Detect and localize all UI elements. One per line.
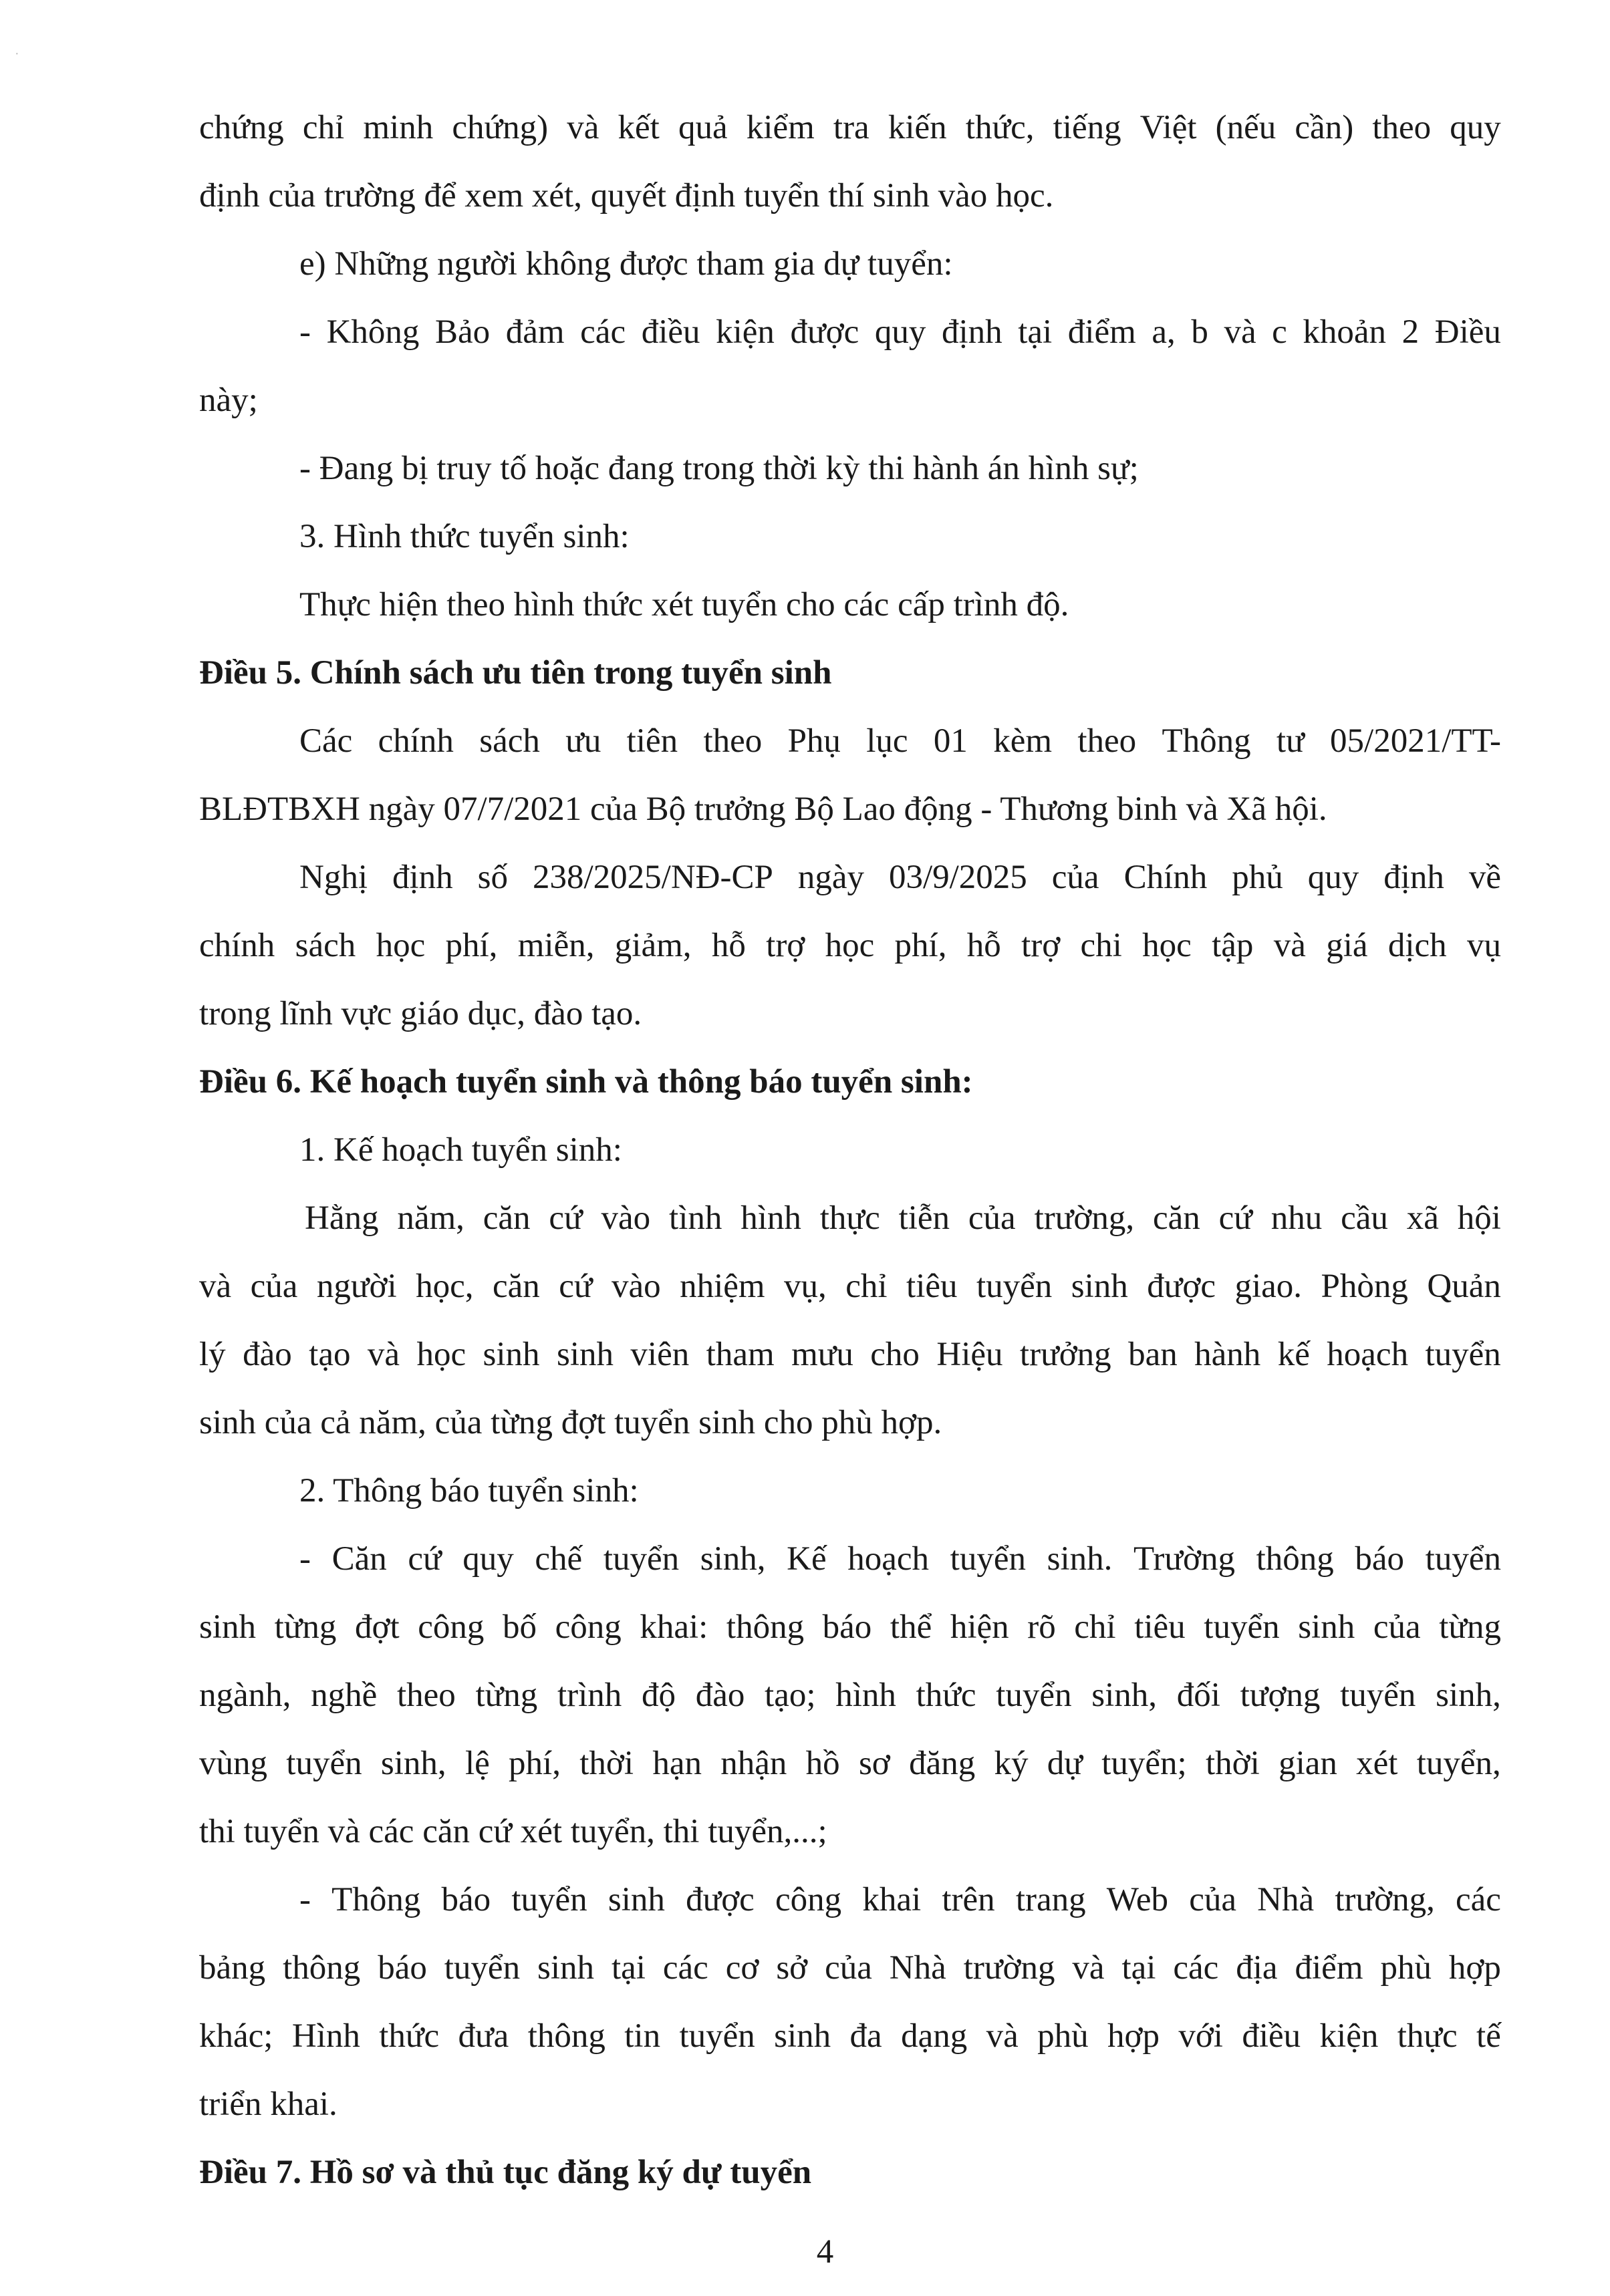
word: sinh, [700, 1540, 766, 1578]
word: thể [890, 1608, 932, 1646]
word: năm, [397, 1199, 464, 1237]
word: giá [1326, 927, 1368, 964]
word: Nghị [299, 859, 368, 896]
word: trên [942, 1881, 995, 1918]
word: khoản [1303, 313, 1387, 351]
word: chỉ [845, 1268, 888, 1305]
word: học [416, 1336, 466, 1373]
word: b [1191, 313, 1208, 351]
word: từng [475, 1677, 538, 1714]
word: học [376, 927, 426, 964]
paragraph-line: e) Những người không được tham gia dự tuyển: [299, 245, 953, 283]
word: từng [274, 1608, 337, 1646]
word: Hằng [305, 1199, 379, 1237]
word: của [968, 1199, 1016, 1237]
word: Các [299, 722, 353, 760]
word: về [1468, 859, 1501, 896]
word: học [1142, 927, 1192, 964]
word: theo [396, 1677, 456, 1714]
paragraph-line: định của trường để xem xét, quyết định tuyển thí sinh vào học. [199, 177, 1054, 214]
paragraph-line [199, 94, 1501, 162]
word: vụ [1466, 927, 1501, 964]
word: thông [527, 2017, 606, 2055]
word: tiễn [898, 1199, 950, 1237]
word: giảm, [614, 927, 692, 964]
word: người [316, 1268, 397, 1305]
word: các [1173, 1949, 1219, 1987]
word: thực [1397, 2017, 1458, 2055]
word: Điều [1434, 313, 1501, 351]
word: vào [601, 1199, 651, 1237]
section-heading: Điều 7. Hồ sơ và thủ tục đăng ký dự tuyển [199, 2154, 812, 2191]
word: tuyển [996, 1677, 1072, 1714]
word: sinh [199, 1608, 257, 1646]
word: đợt [355, 1608, 400, 1646]
word: hình [835, 1677, 896, 1714]
word: nhiệm [680, 1268, 765, 1305]
word: tại [1018, 313, 1053, 351]
word: hồ [805, 1745, 840, 1782]
paragraph-line: sinh của cả năm, của từng đợt tuyển sinh cho phù hợp. [199, 1404, 942, 1441]
word: hạn [652, 1745, 702, 1782]
word: chứng [199, 109, 284, 146]
paragraph-line: này; [199, 382, 258, 419]
word: thức, [965, 109, 1035, 146]
word: ký [994, 1745, 1029, 1782]
word: - [299, 1540, 311, 1578]
word: sinh [556, 1336, 614, 1373]
word: đào [695, 1677, 745, 1714]
word: tuyển; [1101, 1745, 1187, 1782]
word: quy [1307, 859, 1359, 896]
word: kiện [716, 313, 775, 351]
word: - [299, 313, 311, 351]
word: cần) [1295, 109, 1354, 146]
word: học, [416, 1268, 474, 1305]
word: trợ [766, 927, 805, 964]
word: phí, [509, 1745, 561, 1782]
word: trường [963, 1949, 1055, 1987]
section-heading: Điều 6. Kế hoạch tuyển sinh và thông báo tuyển sinh: [199, 1063, 973, 1101]
word: nghề [311, 1677, 378, 1714]
word: lục [866, 722, 908, 760]
word: học [825, 927, 875, 964]
word: được [686, 1881, 755, 1918]
word: báo [1355, 1540, 1405, 1578]
word: đảm [505, 313, 565, 351]
paragraph-line [199, 843, 1501, 911]
word: Nhà [889, 1949, 946, 1987]
section-heading: Điều 5. Chính sách ưu tiên trong tuyển sinh [199, 654, 832, 692]
paragraph-line [199, 1729, 1501, 1798]
word: kiện [1319, 2017, 1379, 2055]
word: Chính [1123, 859, 1208, 896]
paragraph-line [199, 1252, 1501, 1320]
word: căn [483, 1199, 531, 1237]
word: đào [243, 1336, 292, 1373]
word: chỉ [1074, 1608, 1116, 1646]
word: rõ [1027, 1608, 1056, 1646]
paragraph-line: 2. Thông báo tuyển sinh: [299, 1472, 639, 1510]
word: khác; [199, 2017, 273, 2055]
word: tuyển [603, 1540, 680, 1578]
word: tế [1476, 2017, 1501, 2055]
paragraph-line: BLĐTBXH ngày 07/7/2021 của Bộ trưởng Bộ Lao động - Thương binh và Xã hội. [199, 791, 1327, 828]
word: tạo [309, 1336, 351, 1373]
word: 05/2021/TT- [1330, 722, 1501, 760]
word: tại [611, 1949, 646, 1987]
word: tuyển [950, 1540, 1026, 1578]
word: sinh [537, 1949, 595, 1987]
word: Thông [331, 1881, 421, 1918]
paragraph-line [199, 1184, 1501, 1252]
word: công [418, 1608, 485, 1646]
word: trình [557, 1677, 622, 1714]
word: dịch [1387, 927, 1447, 964]
word: ban [1128, 1336, 1178, 1373]
paragraph-line: - Đang bị truy tố hoặc đang trong thời kỳ thi hành án hình sự; [299, 450, 1139, 487]
word: (nếu [1215, 109, 1277, 146]
word: 03/9/2025 [888, 859, 1027, 896]
word: được [1147, 1268, 1216, 1305]
word: hành [1194, 1336, 1261, 1373]
word: phủ [1232, 859, 1283, 896]
word: ngày [797, 859, 864, 896]
word: điểm [1295, 1949, 1363, 1987]
word: tiêu [1134, 1608, 1186, 1646]
word: sinh [483, 1336, 540, 1373]
word: hợp [1107, 2017, 1160, 2055]
word: thực [819, 1199, 880, 1237]
word: hoạch [1327, 1336, 1409, 1373]
word: Kế [787, 1540, 827, 1578]
word: tra [833, 109, 869, 146]
paragraph-line [199, 1593, 1501, 1661]
word: theo [1372, 109, 1432, 146]
word: số [477, 859, 508, 896]
word: cầu [1341, 1199, 1388, 1237]
word: c [1272, 313, 1287, 351]
word: tại [1121, 1949, 1156, 1987]
word: tuyển [976, 1268, 1053, 1305]
word: đa [849, 2017, 882, 2055]
word: quả [678, 109, 728, 146]
word: công [775, 1881, 842, 1918]
word: sinh [774, 2017, 831, 2055]
word: sơ [858, 1745, 890, 1782]
word: điểm [1067, 313, 1136, 351]
word: và [1273, 927, 1306, 964]
paragraph-line [199, 2002, 1501, 2070]
word: sinh, [380, 1745, 446, 1782]
word: các [662, 1949, 708, 1987]
word: viên [630, 1336, 690, 1373]
word: bảng [199, 1949, 266, 1987]
paragraph-line: 1. Kế hoạch tuyển sinh: [299, 1131, 622, 1169]
word: định [941, 313, 1002, 351]
word: nhận [720, 1745, 787, 1782]
word: tuyển [1425, 1540, 1501, 1578]
word: Hiệu [936, 1336, 1003, 1373]
word: đăng [909, 1745, 976, 1782]
word: Không [326, 313, 420, 351]
word: khai: [640, 1608, 708, 1646]
word: trang [1015, 1881, 1086, 1918]
word: ngành, [199, 1677, 291, 1714]
word: của [825, 1949, 872, 1987]
word: - [299, 1881, 311, 1918]
word: sinh, [1091, 1677, 1158, 1714]
word: lệ [464, 1745, 490, 1782]
word: chi [1080, 927, 1122, 964]
word: các [1456, 1881, 1501, 1918]
word: phí, [445, 927, 498, 964]
word: vụ, [784, 1268, 827, 1305]
word: sinh. [1047, 1540, 1113, 1578]
word: Căn [331, 1540, 387, 1578]
word: tập [1212, 927, 1254, 964]
word: các [580, 313, 626, 351]
paragraph-line [199, 1320, 1501, 1389]
word: tạo; [765, 1677, 816, 1714]
word: thời [579, 1745, 634, 1782]
word: định [392, 859, 453, 896]
word: báo [441, 1881, 491, 1918]
word: 2 [1401, 313, 1420, 351]
word: xã [1406, 1199, 1439, 1237]
word: báo [378, 1949, 427, 1987]
word: vùng [199, 1745, 267, 1782]
word: nhu [1270, 1199, 1323, 1237]
word: hợp [1448, 1949, 1501, 1987]
word: và [1072, 1949, 1105, 1987]
word: cứ [1218, 1199, 1252, 1237]
word: phù [1037, 2017, 1089, 2055]
word: tuyển [444, 1949, 521, 1987]
word: trường, [1034, 1199, 1135, 1237]
word: đối [1176, 1677, 1220, 1714]
word: theo [1077, 722, 1137, 760]
paragraph-line [199, 911, 1501, 980]
paragraph-line: triển khai. [199, 2086, 338, 2123]
word: sinh [1071, 1268, 1128, 1305]
word: hội [1457, 1199, 1501, 1237]
word: được [790, 313, 859, 351]
word: tuyển [286, 1745, 362, 1782]
word: định [1383, 859, 1444, 896]
word: mưu [791, 1336, 853, 1373]
word: kế [1277, 1336, 1310, 1373]
word: thức [916, 1677, 976, 1714]
word: sách [295, 927, 356, 964]
word: cứ [559, 1268, 593, 1305]
paragraph-line [199, 707, 1501, 775]
word: sinh [608, 1881, 665, 1918]
word: quy [1450, 109, 1501, 146]
word: sinh, [1436, 1677, 1501, 1714]
word: tình [669, 1199, 722, 1237]
paragraph-line [199, 1661, 1501, 1729]
word: và [367, 1336, 400, 1373]
word: chế [535, 1540, 583, 1578]
word: vào [611, 1268, 661, 1305]
word: Trường [1133, 1540, 1235, 1578]
word: sách [479, 722, 540, 760]
paragraph-line: 3. Hình thức tuyển sinh: [299, 518, 630, 555]
word: theo [703, 722, 763, 760]
word: căn [492, 1268, 540, 1305]
word: miễn, [517, 927, 595, 964]
word: cứ [408, 1540, 442, 1578]
word: Thông [1162, 722, 1251, 760]
word: thời [1205, 1745, 1260, 1782]
word: chính [378, 722, 454, 760]
word: Phòng [1321, 1268, 1408, 1305]
paragraph-line [199, 298, 1501, 366]
word: độ [642, 1677, 676, 1714]
word: minh [363, 109, 434, 146]
word: thông [283, 1949, 361, 1987]
word: đưa [458, 2017, 509, 2055]
paragraph-line [199, 1525, 1501, 1593]
word: công [555, 1608, 622, 1646]
word: tiên [626, 722, 678, 760]
word: quy [874, 313, 926, 351]
word: chính [199, 927, 275, 964]
word: kết [618, 109, 660, 146]
word: Nhà [1257, 1881, 1315, 1918]
word: hiện [950, 1608, 1009, 1646]
word: lý [199, 1336, 226, 1373]
word: tuyển [1425, 1336, 1501, 1373]
word: sở [776, 1949, 808, 1987]
word: sinh [1298, 1608, 1355, 1646]
word: trợ [1021, 927, 1061, 964]
word: hoạch [847, 1540, 930, 1578]
paragraph-line: Thực hiện theo hình thức xét tuyển cho các cấp trình độ. [299, 586, 1069, 623]
word: báo [822, 1608, 872, 1646]
word: điều [641, 313, 700, 351]
word: hình [741, 1199, 801, 1237]
word: của [1051, 859, 1099, 896]
word: của [1373, 1608, 1421, 1646]
word: giao. [1234, 1268, 1303, 1305]
paragraph-line: thi tuyển và các căn cứ xét tuyển, thi tuyển,...; [199, 1813, 827, 1850]
word: chỉ [302, 109, 345, 146]
word: gian [1279, 1745, 1337, 1782]
word: Quản [1427, 1268, 1501, 1305]
word: hỗ [711, 927, 746, 964]
page-number: 4 [816, 2233, 834, 2271]
scan-speck: · [15, 47, 19, 61]
word: căn [1152, 1199, 1200, 1237]
word: của [1189, 1881, 1236, 1918]
word: Phụ [787, 722, 841, 760]
word: a, [1152, 313, 1176, 351]
word: kiểm [746, 109, 815, 146]
word: tuyển [679, 2017, 755, 2055]
word: ưu [565, 722, 601, 760]
word: với [1178, 2017, 1223, 2055]
word: Bảo [435, 313, 491, 351]
paragraph-line [199, 1934, 1501, 2002]
word: quy [462, 1540, 514, 1578]
word: cứ [549, 1199, 583, 1237]
word: kèm [993, 722, 1052, 760]
word: khai [862, 1881, 922, 1918]
paragraph-line [199, 1866, 1501, 1934]
word: thức [379, 2017, 440, 2055]
word: Hình [291, 2017, 360, 2055]
word: tuyển, [1416, 1745, 1501, 1782]
word: từng [1439, 1608, 1501, 1646]
word: tượng [1240, 1677, 1321, 1714]
word: dự [1047, 1745, 1083, 1782]
word: tuyển [511, 1881, 587, 1918]
word: chứng) [452, 109, 549, 146]
word: cơ [725, 1949, 759, 1987]
word: và [1224, 313, 1256, 351]
word: tham [706, 1336, 775, 1373]
word: hỗ [966, 927, 1001, 964]
word: của [250, 1268, 298, 1305]
word: tiếng [1053, 109, 1121, 146]
word: Việt [1139, 109, 1197, 146]
word: 238/2025/NĐ-CP [532, 859, 773, 896]
word: xét [1356, 1745, 1398, 1782]
word: tiêu [906, 1268, 958, 1305]
word: trưởng [1019, 1336, 1111, 1373]
word: kiến [888, 109, 947, 146]
word: dạng [901, 2017, 968, 2055]
word: cho [870, 1336, 920, 1373]
word: tuyển [1340, 1677, 1416, 1714]
document-body [199, 94, 1501, 2206]
word: thông [1256, 1540, 1334, 1578]
word: tư [1276, 722, 1305, 760]
word: Web [1106, 1881, 1168, 1918]
word: thông [726, 1608, 805, 1646]
paragraph-line: trong lĩnh vực giáo dục, đào tạo. [199, 995, 642, 1032]
word: bố [503, 1608, 537, 1646]
word: điều [1242, 2017, 1301, 2055]
word: phù [1380, 1949, 1432, 1987]
word: tuyển [1204, 1608, 1280, 1646]
word: 01 [933, 722, 968, 760]
word: và [567, 109, 599, 146]
word: trường, [1335, 1881, 1435, 1918]
word: phí, [894, 927, 947, 964]
word: và [986, 2017, 1019, 2055]
word: địa [1236, 1949, 1278, 1987]
word: và [199, 1268, 232, 1305]
word: tin [624, 2017, 661, 2055]
